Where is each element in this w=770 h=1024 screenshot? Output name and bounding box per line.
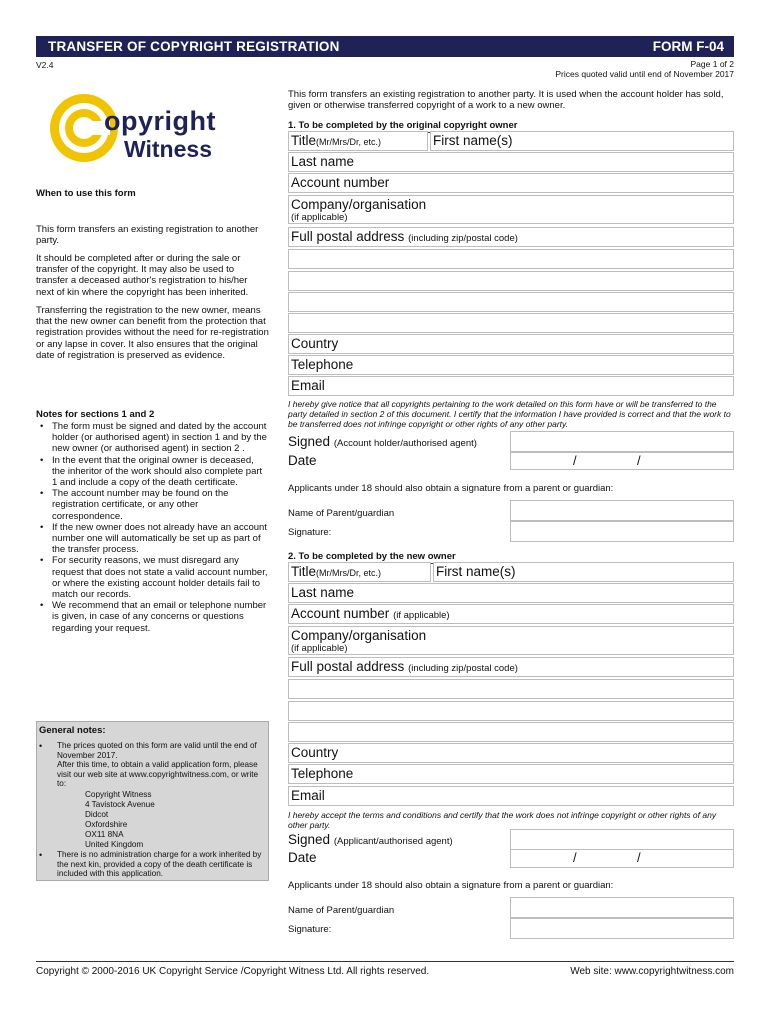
s1-signature-box[interactable] bbox=[510, 431, 734, 452]
s1-date-label: Date bbox=[288, 453, 317, 468]
s2-address-line-3[interactable] bbox=[288, 701, 734, 721]
s2-declaration: I hereby accept the terms and conditions and certify that the work does not infringe copyright or other rights of any other party. bbox=[288, 810, 717, 830]
date-separator: / bbox=[637, 453, 641, 468]
s2-parent-name-box[interactable] bbox=[510, 897, 734, 918]
country-label: Country bbox=[291, 336, 339, 351]
s1-address-field[interactable] bbox=[288, 227, 734, 247]
s1-under18-note: Applicants under 18 should also obtain a signature from a parent or guardian: bbox=[288, 483, 614, 494]
s2-address-line-4[interactable] bbox=[288, 722, 734, 742]
last-name-label: Last name bbox=[291, 154, 355, 169]
footer-website[interactable]: Web site: www.copyrightwitness.com bbox=[570, 966, 734, 977]
s2-address-field[interactable] bbox=[288, 657, 734, 677]
when-para-2: It should be completed after or during the sale or transfer of the copyright. It may also be used to transfer a deceased author's registration to his/her next of kin where the copyright has been inherited. bbox=[36, 253, 249, 298]
date-separator: / bbox=[573, 453, 577, 468]
when-para-3: Transferring the registration to the new owner, means that the new owner can benefit from the protection that registration provides without the need for re-registration or any lapse in cover. It also ensures that the original date of registration is preserved as evidence. bbox=[36, 305, 269, 361]
notes-list bbox=[38, 421, 268, 634]
s1-parent-name-label: Name of Parent/guardian bbox=[288, 508, 395, 519]
s1-signature-label: Signature: bbox=[288, 527, 332, 538]
s1-signed-label bbox=[288, 434, 477, 449]
address-label: Full postal address bbox=[291, 229, 405, 244]
s1-address-line-2[interactable] bbox=[288, 249, 734, 269]
footer-divider bbox=[36, 961, 734, 962]
date-separator: / bbox=[637, 850, 641, 865]
s1-country-field[interactable] bbox=[288, 334, 734, 354]
s1-address-line-4[interactable] bbox=[288, 292, 734, 312]
s2-title-field[interactable] bbox=[288, 562, 431, 582]
title-hint: (Mr/Mrs/Dr, etc.) bbox=[316, 137, 382, 147]
prices-note: Prices quoted valid until end of November 2017 bbox=[555, 69, 734, 79]
general-note-2: There is no administration charge for a work inherited by the next kin, provided a copy of the death certificate is included with this application. bbox=[57, 850, 262, 879]
account-label: Account number bbox=[291, 606, 390, 621]
s1-parent-name-box[interactable] bbox=[510, 500, 734, 521]
title-hint: (Mr/Mrs/Dr, etc.) bbox=[316, 568, 382, 578]
title-label: Title bbox=[291, 133, 317, 148]
bullet-icon: • bbox=[39, 741, 43, 751]
s1-declaration: I hereby give notice that all copyrights pertaining to the work detailed on this form have or will be transferred to the party detailed in section 2 of this document. I certify that the information I have provided is correct and that the work to be transferred does not infringe copyright or other rights of any other party. bbox=[288, 399, 731, 429]
signed-hint: (Account holder/authorised agent) bbox=[333, 438, 477, 449]
s2-address-line-2[interactable] bbox=[288, 679, 734, 699]
s1-address-line-5[interactable] bbox=[288, 313, 734, 333]
s2-email-field[interactable] bbox=[288, 786, 734, 806]
account-label: Account number bbox=[291, 175, 390, 190]
address-line: Oxfordshire bbox=[85, 820, 128, 830]
section-1-heading: 1. To be completed by the original copyright owner bbox=[288, 120, 734, 133]
s2-last-name-field[interactable] bbox=[288, 583, 734, 603]
general-notes-heading: General notes: bbox=[39, 725, 106, 736]
company-label: Company/organisation bbox=[291, 197, 427, 212]
s2-signature-label: Signature: bbox=[288, 924, 332, 935]
general-notes-box bbox=[36, 721, 269, 881]
address-line: Didcot bbox=[85, 810, 109, 820]
telephone-label: Telephone bbox=[291, 357, 354, 372]
address-line: Copyright Witness bbox=[85, 790, 152, 799]
page-number: Page 1 of 2 bbox=[690, 59, 734, 69]
s1-account-number-field[interactable] bbox=[288, 173, 734, 193]
date-separator: / bbox=[573, 850, 577, 865]
s2-telephone-field[interactable] bbox=[288, 764, 734, 784]
s2-first-name-field[interactable] bbox=[433, 562, 734, 582]
title-label: Title bbox=[291, 564, 317, 579]
note-item: • In the event that the original owner is deceased, the inheritor of the work should also complete part 1 and include a copy of the death certificate. bbox=[52, 455, 268, 489]
company-hint: (if applicable) bbox=[291, 212, 348, 223]
s2-parent-name-label: Name of Parent/guardian bbox=[288, 905, 395, 916]
company-hint: (if applicable) bbox=[291, 643, 348, 654]
s2-date-label: Date bbox=[288, 850, 317, 865]
copyright-witness-logo bbox=[46, 90, 226, 170]
when-heading: When to use this form bbox=[36, 188, 136, 199]
form-title: TRANSFER OF COPYRIGHT REGISTRATION bbox=[48, 39, 340, 54]
email-label: Email bbox=[291, 788, 325, 803]
note-item: • If the new owner does not already have an account number one will automatically be set up as part of the transfer process. bbox=[52, 522, 268, 556]
logo-word-witness: Witness bbox=[124, 136, 212, 162]
bullet-icon: • bbox=[39, 850, 43, 860]
account-hint: (if applicable) bbox=[393, 610, 450, 621]
note-item: • For security reasons, we must disregard any request that does not state a valid account number, or where the existing account holder details fail to match our records. bbox=[52, 555, 268, 600]
s1-email-field[interactable] bbox=[288, 376, 734, 396]
notes-heading: Notes for sections 1 and 2 bbox=[36, 409, 155, 420]
intro-text: This form transfers an existing registration to another party. It is used when the account holder has sold, given or otherwise transferred copyright of a work to a new owner. bbox=[288, 89, 724, 112]
s1-date-box[interactable] bbox=[510, 452, 734, 470]
s2-signed-label bbox=[288, 832, 453, 847]
signed-label: Signed bbox=[288, 434, 331, 449]
address-hint: (including zip/postal code) bbox=[408, 233, 518, 244]
s2-parent-signature-box[interactable] bbox=[510, 918, 734, 939]
country-label: Country bbox=[291, 745, 339, 760]
address-line: United Kingdom bbox=[85, 840, 144, 850]
s2-date-box[interactable] bbox=[510, 849, 734, 868]
s1-address-line-3[interactable] bbox=[288, 271, 734, 291]
general-note-1b: After this time, to obtain a valid application form, please visit our web site at www.copyrightwitness.com, or write to: bbox=[57, 760, 259, 789]
s2-country-field[interactable] bbox=[288, 743, 734, 763]
s2-under18-note: Applicants under 18 should also obtain a signature from a parent or guardian: bbox=[288, 880, 614, 891]
email-label: Email bbox=[291, 378, 325, 393]
s1-parent-signature-box[interactable] bbox=[510, 521, 734, 542]
note-item: • The form must be signed and dated by the account holder (or authorised agent) in section 1 and by the new owner (or authorised agent) in section 2 . bbox=[52, 421, 268, 455]
s1-telephone-field[interactable] bbox=[288, 355, 734, 375]
last-name-label: Last name bbox=[291, 585, 355, 600]
form-id: FORM F-04 bbox=[652, 39, 724, 54]
address-label: Full postal address bbox=[291, 659, 405, 674]
note-item: • The account number may be found on the registration certificate, or any other correspondence. bbox=[52, 488, 268, 522]
signed-label: Signed bbox=[288, 832, 331, 847]
s2-account-number-field[interactable] bbox=[288, 604, 734, 624]
s1-company-field[interactable] bbox=[288, 195, 734, 224]
address-line: OX11 8NA bbox=[85, 830, 124, 840]
address-hint: (including zip/postal code) bbox=[408, 663, 518, 674]
postal-address bbox=[85, 790, 155, 851]
s1-first-name-field[interactable] bbox=[430, 131, 734, 151]
company-label: Company/organisation bbox=[291, 628, 427, 643]
s1-title-field[interactable] bbox=[288, 131, 428, 151]
when-para-1: This form transfers an existing registration to another party. bbox=[36, 224, 259, 247]
logo-word-copyright: opyright bbox=[104, 106, 216, 136]
s2-company-field[interactable] bbox=[288, 626, 734, 655]
title-banner bbox=[36, 36, 734, 57]
signed-hint: (Applicant/authorised agent) bbox=[333, 836, 453, 847]
section-2-heading: 2. To be completed by the new owner bbox=[288, 551, 734, 564]
version: V2.4 bbox=[36, 60, 54, 70]
note-item: • We recommend that an email or telephone number is given, in case of any concerns or questions regarding your request. bbox=[52, 600, 268, 634]
address-line: 4 Tavistock Avenue bbox=[85, 800, 155, 810]
telephone-label: Telephone bbox=[291, 766, 354, 781]
s1-last-name-field[interactable] bbox=[288, 152, 734, 172]
first-name-label: First name(s) bbox=[433, 133, 513, 148]
general-note-1: The prices quoted on this form are valid until the end of November 2017. bbox=[57, 741, 257, 760]
footer-copyright: Copyright © 2000-2016 UK Copyright Service /Copyright Witness Ltd. All rights reserved. bbox=[36, 966, 430, 977]
s2-signature-box[interactable] bbox=[510, 829, 734, 850]
first-name-label: First name(s) bbox=[436, 564, 516, 579]
